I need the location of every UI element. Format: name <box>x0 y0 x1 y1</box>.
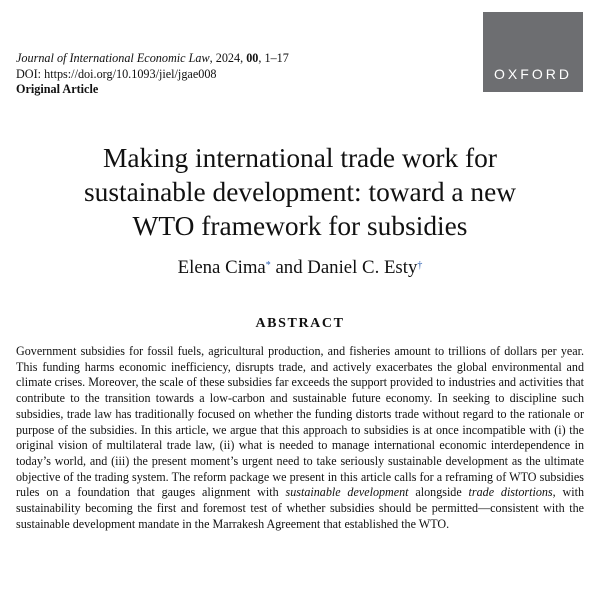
title-line-1: Making international trade work for <box>103 143 497 173</box>
article-type: Original Article <box>16 82 99 96</box>
author-name: Elena Cima <box>177 257 266 278</box>
author-footnote-link[interactable]: † <box>417 260 423 271</box>
oxford-logo: OXFORD <box>483 12 583 92</box>
journal-citation <box>16 51 289 67</box>
title-line-2: sustainable development: toward a new <box>83 177 517 207</box>
author-conjunction: and <box>270 257 308 278</box>
author-footnote-link[interactable]: * <box>265 260 271 271</box>
citation-pages: , 1–17 <box>258 51 289 65</box>
abstract-text-part: alongside <box>408 485 469 500</box>
abstract-heading: ABSTRACT <box>255 316 345 331</box>
abstract-text-part: , with sustainability becoming the first and foremost test of whether subsidies should be permitted—consistent with the sustainable development mandate in the Marrakesh Agreement that established the WTO. <box>16 485 584 531</box>
author-list <box>20 256 580 280</box>
abstract-text <box>16 344 584 532</box>
citation-volume: 00 <box>246 51 259 65</box>
abstract-emphasis: trade distortions <box>468 485 553 500</box>
doi-link[interactable]: DOI: https://doi.org/10.1093/jiel/jgae008 <box>16 66 217 81</box>
author-name: Daniel C. Esty <box>307 257 418 278</box>
abstract-text-part: Government subsidies for fossil fuels, agricultural production, and fisheries amount to trillions of dollars per year. This funding harms economic inefficiency, disrupts trade, and actively exacerbates the global environmental and climate crises. Moreover, the scale of these subsidies far exceeds the support provided to industries and activities that contribute to the transition towards a low-carbon and sustainable future economy. In seeking to discipline such subsidies, trade law has traditionally focused on whether the funding distorts trade without regard to the rationale or purpose of the subsidies. In this article, we argue that this approach to subsidies is at once incompatible with (i) the original vision of multilateral trade law, (ii) what is needed to manage international economic interdependence in today’s world, and (iii) the present moment’s urgent need to take seriously sustainable development as the ultimate objective of the trading system. The reform package we present in this article calls for a reframing of WTO subsidies rules on a foundation that gauges alignment with <box>16 344 584 500</box>
citation-year: , 2024, <box>209 51 247 65</box>
abstract-emphasis: sustainable development <box>285 485 409 500</box>
journal-name: Journal of International Economic Law <box>16 51 210 65</box>
citation-header <box>16 51 289 98</box>
title-line-3: WTO framework for subsidies <box>132 211 468 241</box>
article-title <box>20 141 580 243</box>
